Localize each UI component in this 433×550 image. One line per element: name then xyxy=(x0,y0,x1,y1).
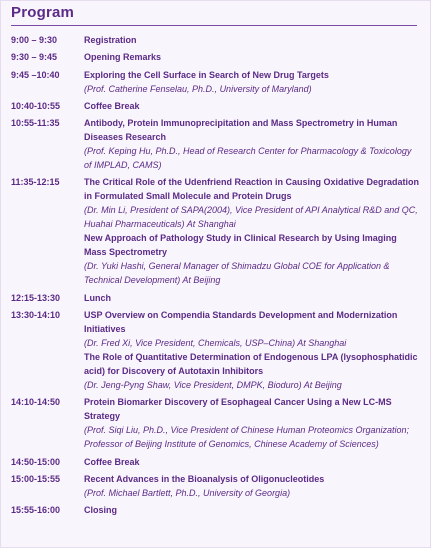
title-divider xyxy=(11,25,417,26)
session-title: Recent Advances in the Bioanalysis of Oligonucleotides xyxy=(84,473,325,484)
speaker-info: (Prof. Keping Hu, Ph.D., Head of Research Center for Pharmacology & Toxicology of IMPLAD, CAMS) xyxy=(84,146,412,171)
session-time: 10:55-11:35 xyxy=(11,118,60,129)
schedule-row xyxy=(11,99,421,113)
schedule-row xyxy=(11,308,421,392)
session-title: Coffee Break xyxy=(84,456,140,467)
session-time: 15:00-15:55 xyxy=(11,473,61,484)
session-details xyxy=(84,50,421,64)
session-title: Closing xyxy=(84,505,117,516)
session-details xyxy=(84,308,421,392)
session-time: 14:50-15:00 xyxy=(11,456,61,467)
session-time: 11:35-12:15 xyxy=(11,177,60,188)
session-time: 9:45 –10:40 xyxy=(11,69,60,80)
session-time: 9:00 – 9:30 xyxy=(11,35,58,45)
session-title: Opening Remarks xyxy=(84,52,162,63)
session-details xyxy=(84,175,421,287)
program-title: Program xyxy=(11,4,75,21)
session-title: Antibody, Protein Immunoprecipitation and Mass Spectrometry in Human Diseases Research xyxy=(84,118,398,143)
session-time: 10:40-10:55 xyxy=(11,100,61,111)
session-time: 15:55-16:00 xyxy=(11,505,61,516)
speaker-info: (Dr. Yuki Hashi, General Manager of Shimadzu Global COE for Application & Technical Development) At Beijing xyxy=(84,261,390,286)
schedule-row xyxy=(11,33,421,47)
schedule-row xyxy=(11,175,421,287)
speaker-info: (Dr. Fred Xi, Vice President, Chemicals, USP–China) At Shanghai xyxy=(84,338,347,349)
schedule-row xyxy=(11,50,421,64)
session-title: Registration xyxy=(84,35,137,45)
session-time: 13:30-14:10 xyxy=(11,310,61,321)
session-details xyxy=(84,116,421,172)
speaker-info: (Prof. Catherine Fenselau, Ph.D., University of Maryland) xyxy=(84,83,312,94)
session-details xyxy=(84,455,421,469)
schedule-row xyxy=(11,68,421,96)
session-details xyxy=(84,395,421,451)
speaker-info: (Dr. Jeng-Pyng Shaw, Vice President, DMPK, Bioduro) At Beijing xyxy=(84,380,342,391)
session-details xyxy=(84,472,421,500)
speaker-info: (Prof. Michael Bartlett, Ph.D., University of Georgia) xyxy=(84,487,291,498)
session-time: 12:15-13:30 xyxy=(11,292,61,303)
session-time: 9:30 – 9:45 xyxy=(11,52,58,63)
schedule-row xyxy=(11,472,421,500)
session-title: The Critical Role of the Udenfriend Reaction in Causing Oxidative Degradation in Formulated Small Molecule and Protein Drugs xyxy=(84,177,420,202)
session-details xyxy=(84,33,421,47)
schedule-row xyxy=(11,455,421,469)
session-details xyxy=(84,503,421,517)
session-title: Lunch xyxy=(84,292,111,303)
speaker-info: (Dr. Min Li, President of SAPA(2004), Vice President of API Analytical R&D and QC, Huahai Pharmaceuticals) At Shanghai xyxy=(84,205,418,230)
session-title: USP Overview on Compendia Standards Development and Modernization Initiatives xyxy=(84,310,398,335)
schedule-row xyxy=(11,116,421,172)
session-details xyxy=(84,291,421,305)
session-title: Coffee Break xyxy=(84,100,140,111)
speaker-info: (Prof. Siqi Liu, Ph.D., Vice President of Chinese Human Proteomics Organization; Professor of Beijing Institute of Genomics, Chinese Academy of Sciences) xyxy=(84,425,409,450)
schedule-row xyxy=(11,503,421,517)
session-details xyxy=(84,68,421,96)
session-title: Exploring the Cell Surface in Search of New Drug Targets xyxy=(84,69,329,80)
session-time: 14:10-14:50 xyxy=(11,397,61,408)
schedule-list xyxy=(11,33,421,521)
schedule-row xyxy=(11,395,421,451)
schedule-row xyxy=(11,291,421,305)
session-title: The Role of Quantitative Determination of Endogenous LPA (lysophosphatidic acid) for Discovery of Autotaxin Inhibitors xyxy=(84,352,418,377)
session-title: New Approach of Pathology Study in Clinical Research by Using Imaging Mass Spectrometry xyxy=(84,233,397,258)
session-details xyxy=(84,99,421,113)
session-title: Protein Biomarker Discovery of Esophageal Cancer Using a New LC-MS Strategy xyxy=(84,397,392,422)
